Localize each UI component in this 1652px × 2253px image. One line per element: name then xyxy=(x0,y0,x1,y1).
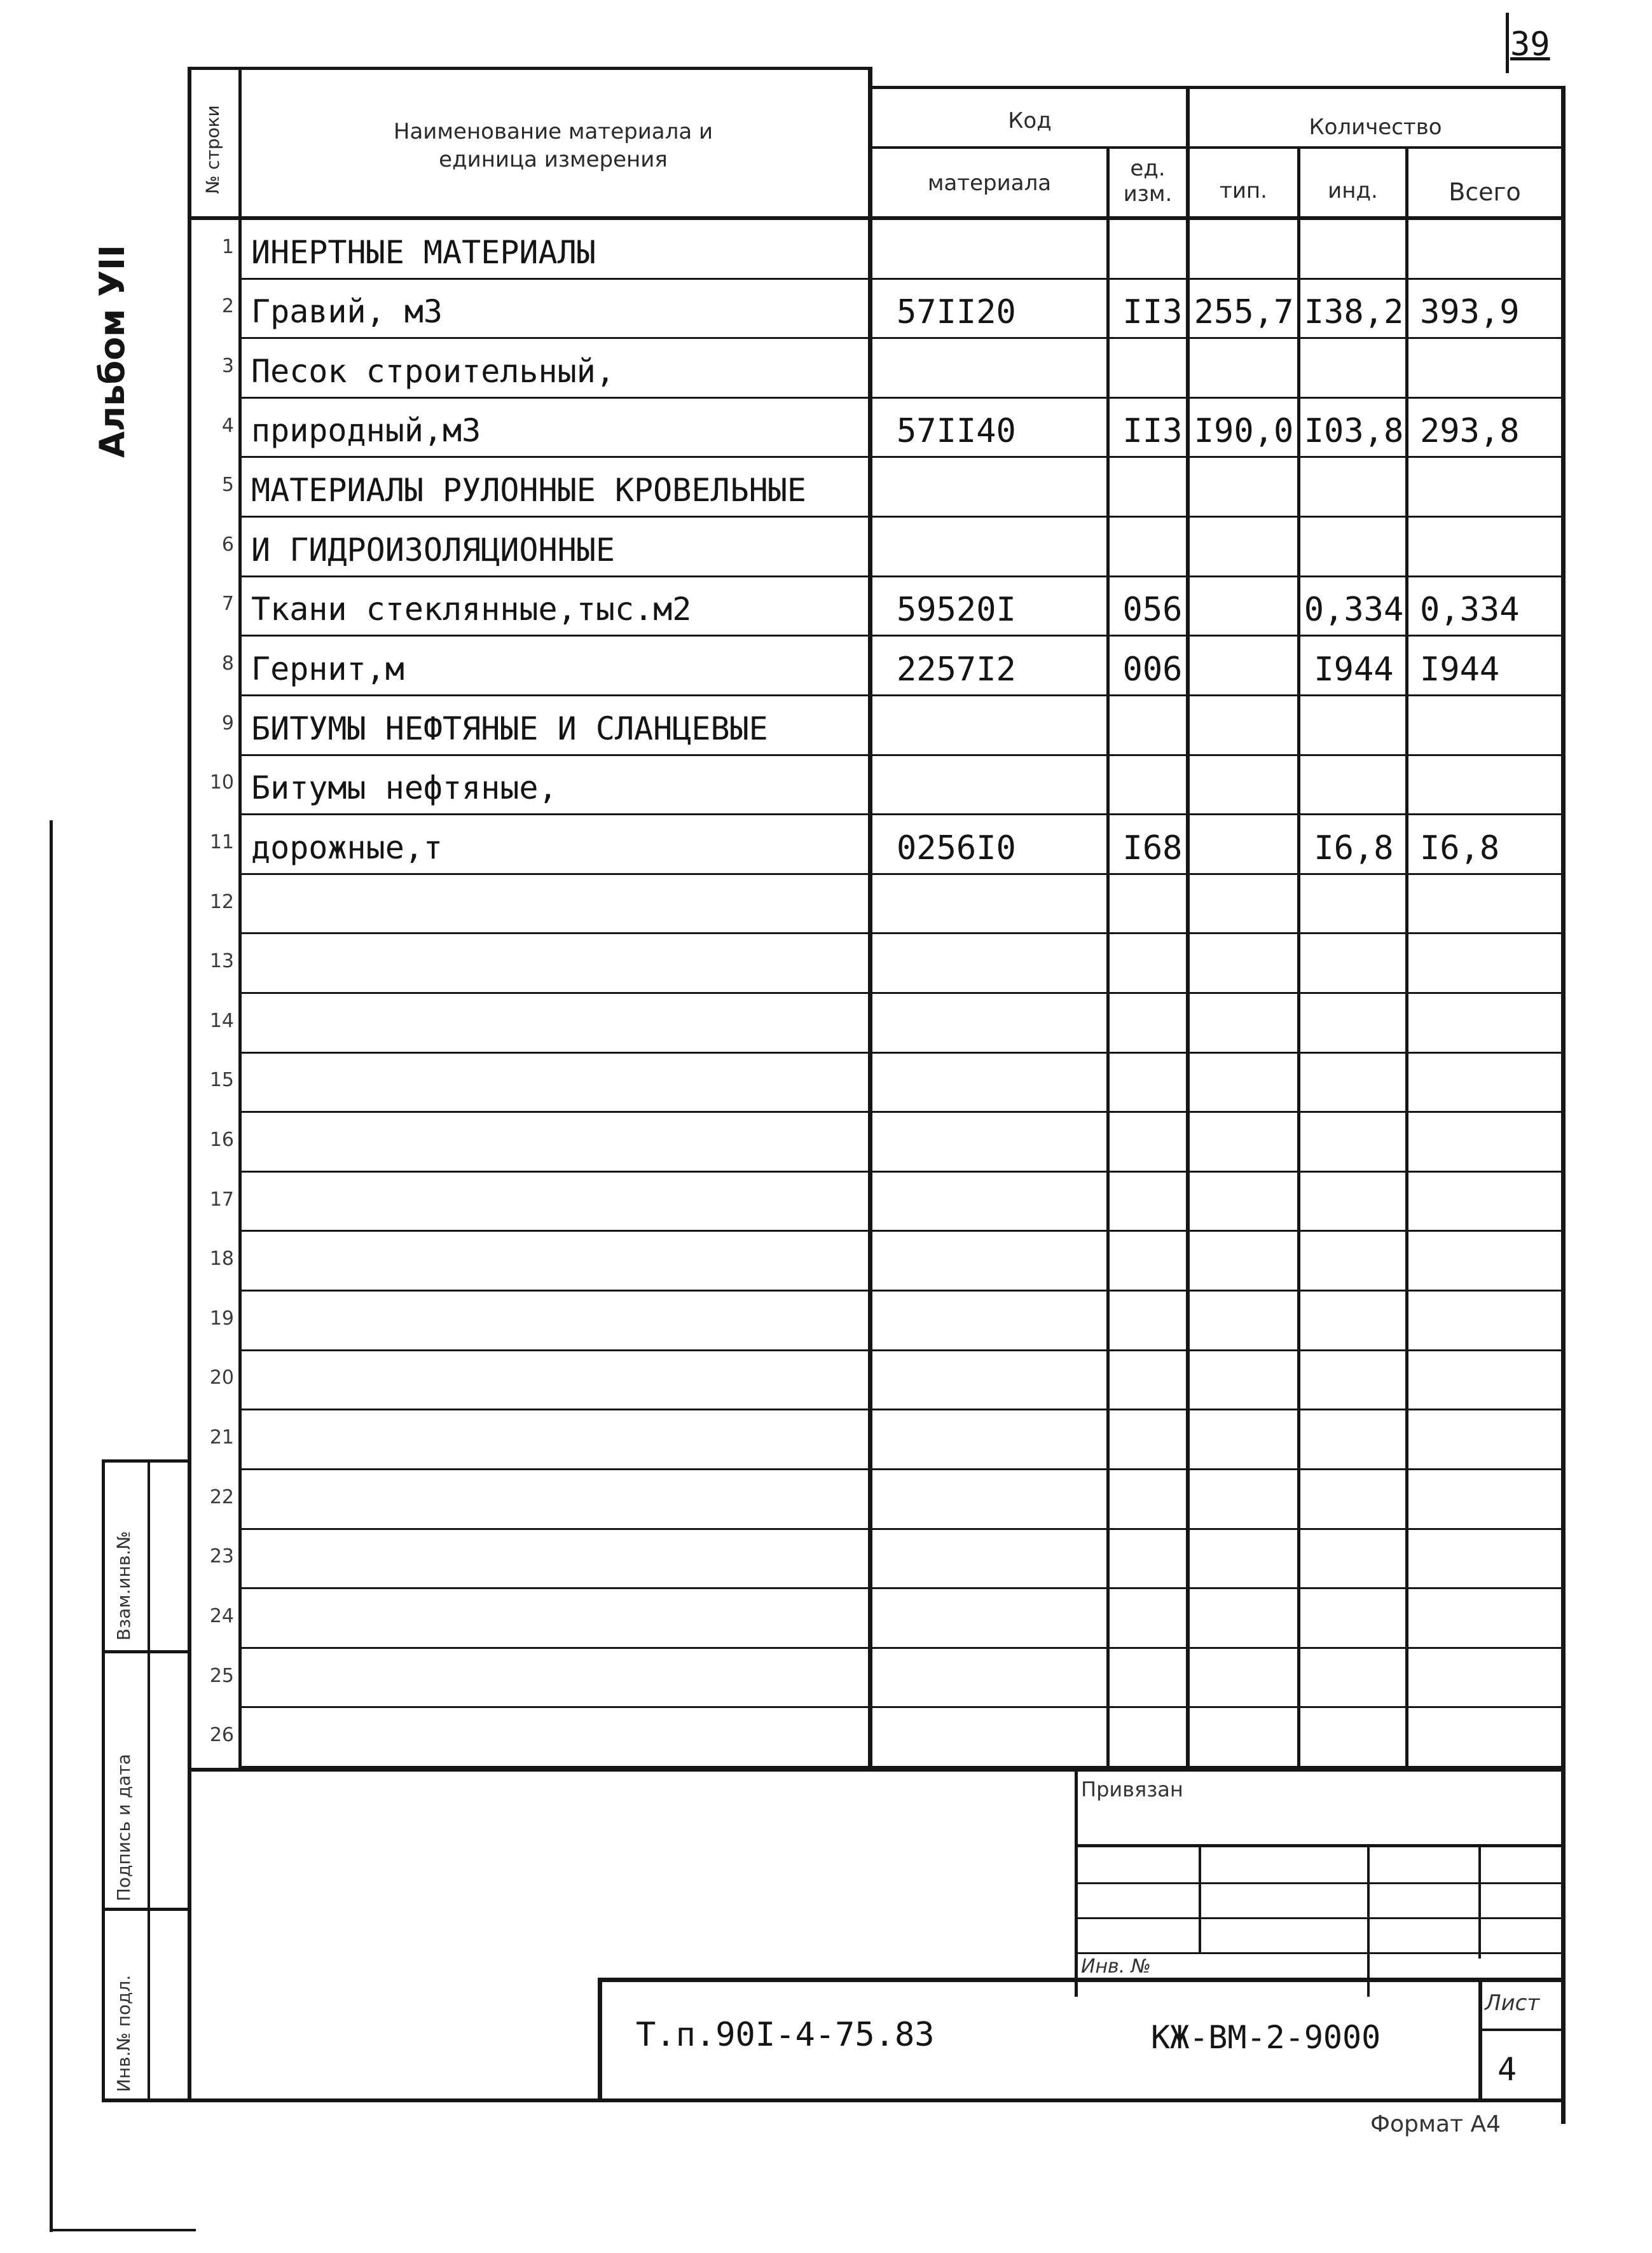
doc-number: Т.п.90I-4-75.83 xyxy=(636,2016,935,2054)
table-row xyxy=(191,1054,1561,1113)
material-name: МАТЕРИАЛЫ РУЛОННЫЕ КРОВЕЛЬНЫЕ xyxy=(251,472,806,509)
table-row xyxy=(191,1530,1561,1590)
header-code-unit: ед. изм. xyxy=(1123,156,1173,207)
table-row xyxy=(191,696,1561,756)
material-name: дорожные,т xyxy=(251,829,443,866)
sheet-number: 4 xyxy=(1497,2051,1517,2088)
row-number: 16 xyxy=(209,1129,234,1152)
material-name: БИТУМЫ НЕФТЯНЫЕ И СЛАНЦЕВЫЕ xyxy=(251,710,768,747)
material-code: 57II20 xyxy=(897,293,1016,332)
row-number: 10 xyxy=(209,771,234,794)
material-name: Песок строительный, xyxy=(251,352,615,390)
scan-edge-bottom xyxy=(50,2229,196,2231)
row-number: 1 xyxy=(221,235,234,258)
unit-code: II3 xyxy=(1122,293,1183,332)
privyazan-label: Привязан xyxy=(1081,1777,1183,1802)
material-name: Гернит,м xyxy=(251,650,404,687)
header-qty-typical: тип. xyxy=(1220,178,1267,203)
row-number: 3 xyxy=(221,355,234,378)
table-row xyxy=(191,1232,1561,1292)
header-qty-total: Всего xyxy=(1449,178,1521,206)
row-number: 13 xyxy=(209,950,234,973)
page-number: 39 xyxy=(1510,25,1550,64)
header-code-material: материала xyxy=(927,170,1052,196)
material-code: 0256I0 xyxy=(897,829,1016,867)
table-row xyxy=(191,637,1561,696)
row-number: 8 xyxy=(221,652,234,675)
qty-individual: I6,8 xyxy=(1314,829,1394,867)
unit-code: 006 xyxy=(1122,650,1183,689)
table-row xyxy=(191,756,1561,816)
header-quantity: Количество xyxy=(1309,114,1442,140)
qty-individual: I944 xyxy=(1314,650,1394,689)
table-row xyxy=(191,399,1561,458)
stamp-original-inv: Инв.№ подл. xyxy=(113,1974,134,2092)
header-name: Наименование материала и единица измерения xyxy=(393,119,713,172)
row-number: 7 xyxy=(221,593,234,616)
row-number: 14 xyxy=(209,1009,234,1032)
row-number: 23 xyxy=(209,1545,234,1568)
qty-total: 0,334 xyxy=(1420,591,1520,630)
header-qty-individual: инд. xyxy=(1328,178,1378,203)
material-name: природный,м3 xyxy=(251,412,481,450)
unit-code: I68 xyxy=(1122,829,1183,867)
table-row xyxy=(191,220,1561,280)
qty-typical: I90,0 xyxy=(1194,412,1294,451)
unit-code: II3 xyxy=(1122,412,1183,451)
row-number: 2 xyxy=(221,295,234,318)
row-number: 11 xyxy=(209,830,234,853)
material-code: 2257I2 xyxy=(897,650,1016,689)
sheet-label: Лист xyxy=(1485,1990,1540,2016)
table-row xyxy=(191,339,1561,399)
material-name: Ткани стеклянные,тыс.м2 xyxy=(251,591,692,628)
row-number: 25 xyxy=(209,1664,234,1687)
row-divider xyxy=(242,1766,1561,1768)
row-number: 20 xyxy=(209,1367,234,1389)
qty-total: I6,8 xyxy=(1420,829,1500,867)
stamp-signature-date: Подпись и дата xyxy=(113,1754,134,1901)
table-row xyxy=(191,1708,1561,1768)
material-name: И ГИДРОИЗОЛЯЦИОННЫЕ xyxy=(251,531,615,568)
material-code: 59520I xyxy=(897,591,1016,630)
row-number: 4 xyxy=(221,414,234,437)
row-number: 15 xyxy=(209,1069,234,1092)
table-row xyxy=(191,280,1561,340)
row-number: 17 xyxy=(209,1188,234,1211)
row-number: 26 xyxy=(209,1724,234,1747)
row-number: 22 xyxy=(209,1485,234,1508)
inv-no-label: Инв. № xyxy=(1081,1955,1152,1978)
row-number: 9 xyxy=(221,712,234,734)
stamp-replace-inv: Взам.инв.№ xyxy=(113,1531,134,1641)
row-number: 24 xyxy=(209,1604,234,1627)
table-row xyxy=(191,1649,1561,1709)
unit-code: 056 xyxy=(1122,591,1183,630)
table-row xyxy=(191,1410,1561,1470)
page-number-rule xyxy=(1506,13,1509,73)
table-row xyxy=(191,994,1561,1054)
format-label: Формат А4 xyxy=(1370,2111,1501,2137)
table-row xyxy=(191,458,1561,518)
material-code: 57II40 xyxy=(897,412,1016,451)
qty-total: 293,8 xyxy=(1420,412,1520,451)
header-code: Код xyxy=(1008,108,1052,134)
qty-individual: 0,334 xyxy=(1304,591,1404,630)
row-number: 5 xyxy=(221,474,234,497)
row-number: 6 xyxy=(221,533,234,556)
table-row xyxy=(191,518,1561,577)
table-row xyxy=(191,875,1561,935)
scan-edge-left xyxy=(50,820,53,2232)
table-row xyxy=(191,815,1561,875)
table-row xyxy=(191,934,1561,994)
table-row xyxy=(191,1589,1561,1649)
qty-individual: I38,2 xyxy=(1304,293,1404,332)
material-name: Гравий, м3 xyxy=(251,293,443,331)
table-row xyxy=(191,1351,1561,1411)
table-row xyxy=(191,1470,1561,1530)
row-number: 12 xyxy=(209,890,234,913)
row-number: 19 xyxy=(209,1307,234,1330)
drawing-code: КЖ-ВМ-2-9000 xyxy=(1151,2019,1381,2056)
album-label: Альбом УII xyxy=(92,244,132,458)
material-name: ИНЕРТНЫЕ МАТЕРИАЛЫ xyxy=(251,233,596,271)
row-number: 18 xyxy=(209,1248,234,1271)
qty-total: I944 xyxy=(1420,650,1500,689)
qty-individual: I03,8 xyxy=(1304,412,1404,451)
table-row xyxy=(191,1292,1561,1351)
qty-total: 393,9 xyxy=(1420,293,1520,332)
table-row xyxy=(191,1173,1561,1232)
material-name: Битумы нефтяные, xyxy=(251,769,558,807)
table-row xyxy=(191,577,1561,637)
header-row-number: № строки xyxy=(202,105,223,194)
qty-typical: 255,7 xyxy=(1194,293,1294,332)
table-row xyxy=(191,1113,1561,1173)
row-number: 21 xyxy=(209,1426,234,1449)
